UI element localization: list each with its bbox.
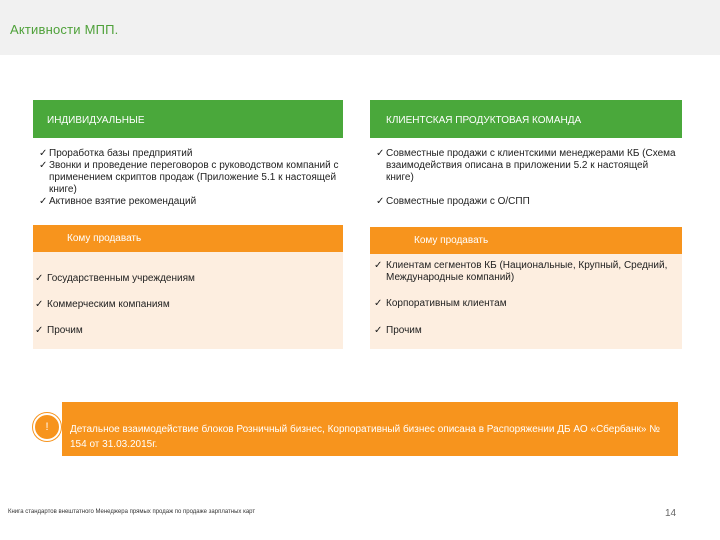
- individual-column: [33, 100, 343, 208]
- checkmark-icon: ✓: [374, 298, 383, 309]
- checkmark-icon: ✓: [35, 299, 44, 310]
- checkmark-icon: ✓: [39, 148, 48, 159]
- list-item: ✓ Клиентам сегментов КБ (Национальные, Крупный, Средний, Международные компаний): [374, 260, 668, 283]
- client-team-bullets: [370, 138, 682, 208]
- list-item: ✓ Коммерческим компаниям: [35, 299, 170, 310]
- sell-to-header-right: Кому продавать: [370, 227, 682, 254]
- exclamation-icon: !: [33, 413, 61, 441]
- checkmark-icon: ✓: [35, 325, 44, 336]
- sell-to-header-left: Кому продавать: [33, 225, 343, 252]
- page-title: Активности МПП.: [10, 22, 119, 37]
- checkmark-icon: ✓: [39, 160, 48, 171]
- note-text: Детальное взаимодействие блоков Розничный бизнес, Корпоративный бизнес описана в Распоряжении ДБ АО «Сбербанк» № 154 от 31.03.2015г.: [70, 424, 660, 450]
- list-item: ✓ Прочим: [374, 325, 422, 336]
- checkmark-icon: ✓: [39, 196, 48, 207]
- page-number: 14: [665, 508, 677, 519]
- list-item: ✓ Корпоративным клиентам: [374, 298, 507, 309]
- checkmark-icon: ✓: [374, 325, 383, 336]
- individual-bullets: [33, 138, 343, 208]
- client-team-column: [370, 100, 682, 208]
- list-item: ✓ Государственным учреждениям: [35, 273, 195, 284]
- list-item: ✓ Совместные продажи с клиентскими менеджерами КБ (Схема взаимодействия описана в приложении 5.2 к настоящей книге): [376, 148, 676, 183]
- list-item: ✓ Активное взятие рекомендаций: [39, 196, 197, 207]
- checkmark-icon: ✓: [35, 273, 44, 284]
- footer-text: Книга стандартов внештатного Менеджера прямых продаж по продаже зарплатных карт: [8, 509, 256, 515]
- list-item: ✓ Проработка базы предприятий: [39, 148, 193, 159]
- individual-header: ИНДИВИДУАЛЬНЫЕ: [33, 100, 343, 138]
- client-team-header: КЛИЕНТСКАЯ ПРОДУКТОВАЯ КОМАНДА: [370, 100, 682, 138]
- list-item: ✓ Звонки и проведение переговоров с руководством компаний с применением скриптов продаж (Приложение 5.1 к настоящей книге): [39, 160, 339, 195]
- checkmark-icon: ✓: [376, 148, 385, 159]
- note-box: [62, 402, 678, 456]
- checkmark-icon: ✓: [374, 260, 383, 271]
- checkmark-icon: ✓: [376, 196, 385, 207]
- list-item: ✓ Совместные продажи с О/СПП: [376, 196, 530, 207]
- list-item: ✓ Прочим: [35, 325, 83, 336]
